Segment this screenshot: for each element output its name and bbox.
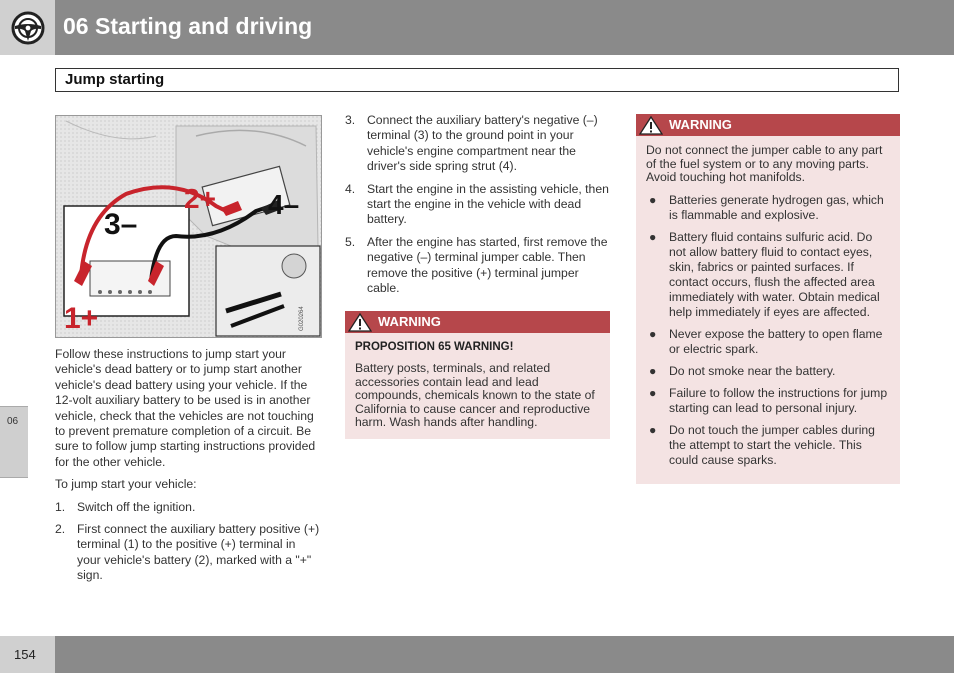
chapter-logo	[0, 0, 55, 55]
step-item: 5. After the engine has started, first remove the negative (–) terminal jumper cable. Then remove the positive (+) terminal jumper cable.	[345, 234, 608, 296]
steps-list-part1	[55, 500, 321, 584]
section-header	[55, 68, 899, 92]
list-item: ● Battery fluid contains sulfuric acid. Do not allow battery fluid to contact eyes, skin, fabrics or painted surfaces. If contact occurs, flush the affected area immediately with water. Obtain medical help immediately if eyes are affected.	[649, 229, 880, 319]
callout-1: 1+	[64, 302, 99, 335]
warning-header	[345, 311, 610, 333]
warning-text: Do not connect the jumper cable to any part of the fuel system or to any moving parts. Avoid touching hot manifolds.	[646, 143, 883, 185]
intro-lead: To jump start your vehicle:	[55, 477, 197, 492]
warning-label: WARNING	[669, 117, 732, 132]
illustration-reference-code: G020264	[299, 306, 305, 331]
list-item: ● Failure to follow the instructions for jump starting can lead to personal injury.	[649, 385, 888, 415]
steps-list-part2	[345, 113, 610, 296]
warning-column	[636, 114, 900, 484]
list-item: ● Do not smoke near the battery.	[649, 363, 836, 378]
step-item: 2. First connect the auxiliary battery positive (+) terminal (1) to the positive (+) terminal in your vehicle's battery (2), marked with a "+" sign.	[55, 522, 320, 583]
callout-3: 3–	[104, 208, 138, 241]
jump-start-illustration	[55, 115, 322, 338]
warning-subtitle: PROPOSITION 65 WARNING!	[355, 341, 514, 354]
step-item: 1. Switch off the ignition.	[55, 499, 196, 514]
bullet-icon: ●	[649, 385, 657, 400]
warning-triangle-icon	[348, 313, 372, 332]
warning-label: WARNING	[378, 314, 441, 330]
intro-column	[55, 347, 321, 591]
intro-paragraph: Follow these instructions to jump start your vehicle's dead battery or to jump start another vehicle's dead battery using your vehicle. If the 12-volt auxiliary battery to be used is in another vehicle, check that the vehicles are not touching to prevent premature completion of a circuit. Be sure to follow jump starting instructions provided for the other vehicle.	[55, 347, 316, 469]
list-item: ● Never expose the battery to open flame or electric spark.	[649, 326, 883, 356]
callout-4: 4–	[268, 189, 300, 220]
page-number: 154	[14, 647, 36, 662]
warning-body	[345, 333, 610, 439]
chapter-title: 06 Starting and driving	[63, 13, 313, 39]
callout-2: 2+	[184, 183, 216, 214]
warning-triangle-icon	[639, 116, 663, 135]
jump-start-diagram	[56, 116, 322, 338]
chapter-side-tab[interactable]	[0, 406, 28, 478]
warning-box-main	[636, 114, 900, 484]
page-number-box	[0, 636, 55, 673]
bullet-icon: ●	[649, 422, 657, 437]
warning-text: Battery posts, terminals, and related accessories contain lead and lead compounds, chemicals known to the state of California to cause cancer and reproductive harm. Wash hands after handling.	[355, 361, 595, 430]
bullet-icon: ●	[649, 326, 657, 341]
section-title: Jump starting	[65, 71, 165, 88]
warning-box-prop65	[345, 311, 610, 439]
bullet-icon: ●	[649, 363, 657, 378]
chapter-side-tab-label: 06	[7, 416, 19, 427]
steps-column	[345, 113, 610, 439]
steering-wheel-icon	[11, 11, 45, 45]
footer-bar	[55, 636, 954, 673]
warning-bullets	[646, 193, 890, 468]
list-item: ● Do not touch the jumper cables during the attempt to start the vehicle. This could cause sparks.	[649, 422, 875, 467]
warning-body	[636, 136, 900, 484]
bullet-icon: ●	[649, 229, 657, 244]
list-item: ● Batteries generate hydrogen gas, which is flammable and explosive.	[649, 192, 884, 222]
bullet-icon: ●	[649, 192, 657, 207]
warning-header	[636, 114, 900, 136]
step-item: 3. Connect the auxiliary battery's negative (–) terminal (3) to the ground point in your vehicle's engine compartment near the driver's side spring strut (4).	[345, 113, 598, 174]
step-item: 4. Start the engine in the assisting vehicle, then start the engine in the vehicle with dead battery.	[345, 181, 609, 227]
